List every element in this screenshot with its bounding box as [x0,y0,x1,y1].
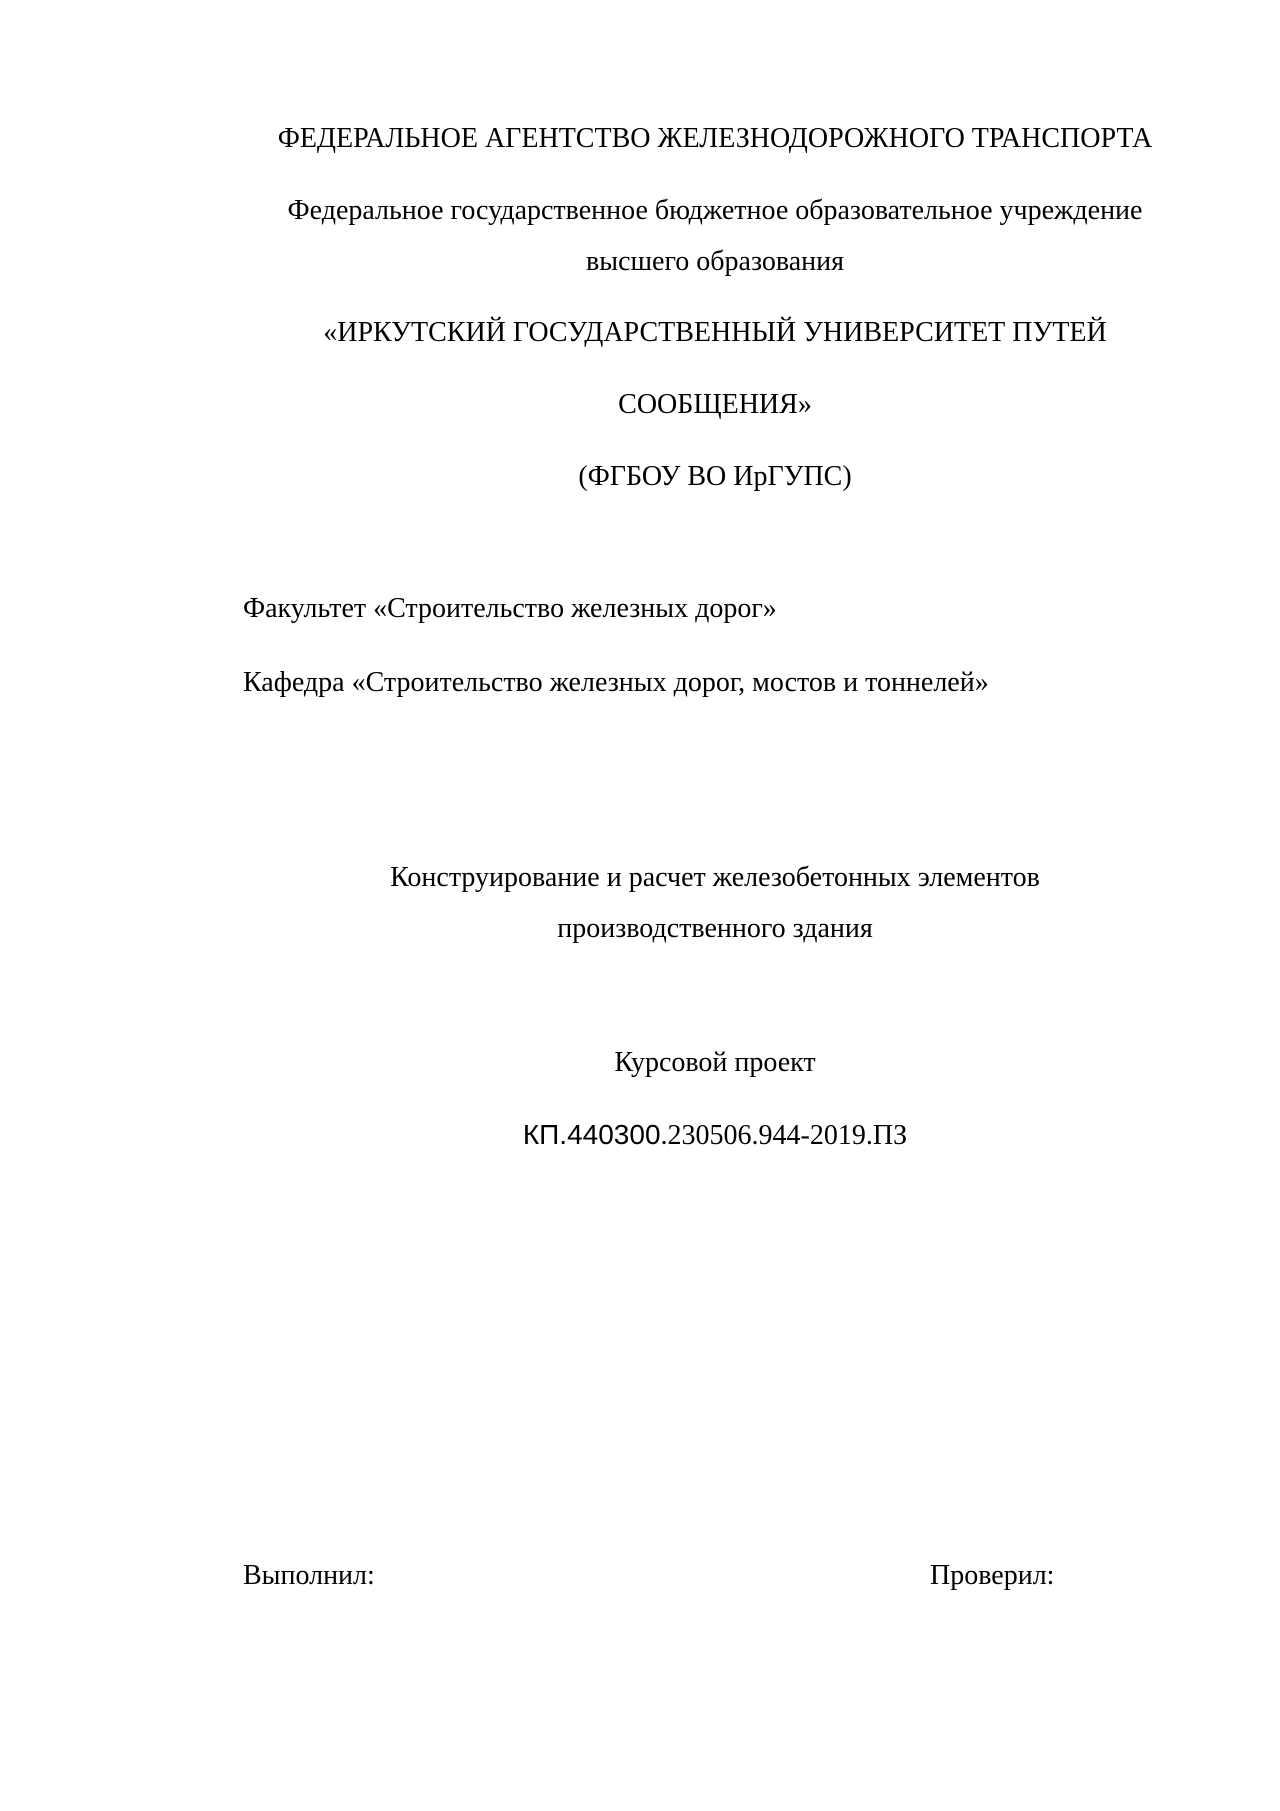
performed-by-label: Выполнил: [243,1560,375,1591]
faculty: Факультет «Строительство железных дорог» [243,593,777,624]
university-name-line-2: СООБЩЕНИЯ» [618,389,812,420]
document-code [243,1118,1187,1153]
department: Кафедра «Строительство железных дорог, мостов и тоннелей» [243,667,989,698]
document-type: Курсовой проект [614,1047,816,1078]
university-abbreviation: (ФГБОУ ВО ИрГУПС) [578,461,852,492]
agency-name: ФЕДЕРАЛЬНОЕ АГЕНТСТВО ЖЕЛЕЗНОДОРОЖНОГО ТРАНСПОРТА [277,123,1153,154]
university-name-line-1: «ИРКУТСКИЙ ГОСУДАРСТВЕННЫЙ УНИВЕРСИТЕТ ПУТЕЙ [323,317,1107,348]
project-title-line-1: Конструирование и расчет железобетонных элементов [390,862,1040,893]
document-code-prefix: КП.440300 [522,1119,661,1150]
institution-line-1: Федеральное государственное бюджетное образовательное учреждение [287,195,1143,226]
document-code-suffix: .230506.944-2019.ПЗ [660,1120,908,1151]
checked-by-label: Проверил: [930,1560,1055,1591]
project-title-line-2: производственного здания [557,913,873,944]
institution-line-2: высшего образования [586,246,844,277]
